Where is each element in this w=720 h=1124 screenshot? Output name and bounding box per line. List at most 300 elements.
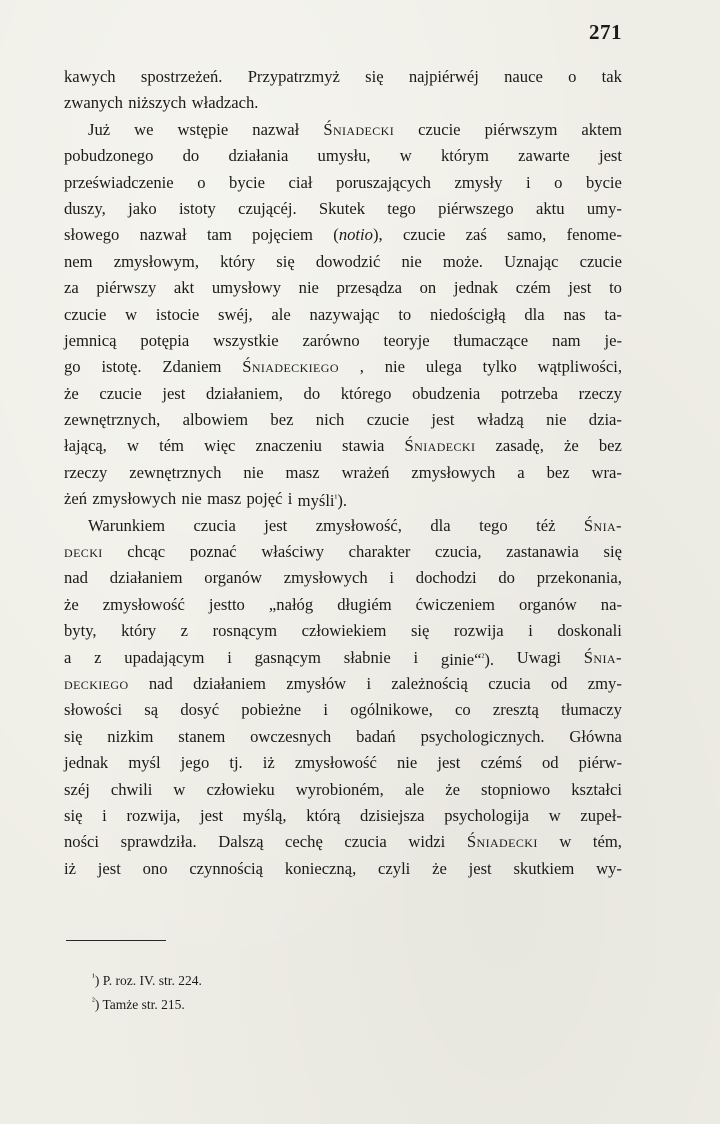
word xyxy=(140,328,189,354)
word xyxy=(127,433,139,459)
word xyxy=(284,565,368,591)
word xyxy=(498,565,515,591)
word xyxy=(206,381,283,407)
word-text: w xyxy=(173,779,186,799)
text-line xyxy=(64,328,622,354)
word-text: jest xyxy=(568,278,592,298)
word-text: ale xyxy=(271,304,291,324)
word-text: rozwija xyxy=(453,621,504,641)
word-text: zmysłowych xyxy=(411,462,496,482)
word xyxy=(519,592,577,618)
word xyxy=(599,143,622,169)
word xyxy=(398,302,411,328)
word xyxy=(316,513,402,539)
word xyxy=(411,618,429,644)
footnotes xyxy=(92,968,492,1015)
word-text: piérwszym xyxy=(484,119,558,139)
word xyxy=(366,671,371,697)
word-text: ). xyxy=(484,649,494,669)
word xyxy=(64,539,103,565)
word-text: ono xyxy=(142,858,168,878)
text-line xyxy=(64,222,622,248)
word-text: człowieku xyxy=(206,779,275,799)
word xyxy=(227,645,232,671)
word-text: a xyxy=(64,647,72,667)
word-text: czucia xyxy=(344,832,387,852)
word-text: zaś xyxy=(465,225,487,245)
word xyxy=(144,697,158,723)
word xyxy=(189,856,263,882)
word-text: czucie xyxy=(99,383,142,403)
text-line xyxy=(64,143,622,169)
word-text: byty, xyxy=(64,621,97,641)
word-text: sprawdziła. xyxy=(120,832,197,852)
word-text: kawych xyxy=(64,67,116,86)
word xyxy=(261,539,324,565)
word xyxy=(316,407,345,433)
word xyxy=(507,222,546,248)
word xyxy=(567,222,622,248)
word xyxy=(64,302,106,328)
footnote-reference: ¹ xyxy=(334,494,338,505)
word-text: wszystkie xyxy=(213,330,279,350)
word-text: jestto xyxy=(208,594,245,614)
word-text: przeświadczenie xyxy=(64,172,174,192)
footnote-mark: ¹ xyxy=(92,973,95,983)
word-text: działaniem xyxy=(193,673,266,693)
word-text: jest xyxy=(200,805,224,825)
word-text: łającą, xyxy=(64,436,107,456)
text-line xyxy=(64,592,622,618)
word xyxy=(181,750,210,776)
word xyxy=(276,249,294,275)
word xyxy=(269,592,313,618)
word-text: to xyxy=(609,278,622,298)
word xyxy=(430,513,450,539)
word xyxy=(350,697,433,723)
word xyxy=(248,64,340,90)
word-text: o xyxy=(197,172,206,192)
word xyxy=(601,592,622,618)
text-line xyxy=(64,856,622,882)
word xyxy=(64,222,119,248)
word-text: zależnością xyxy=(391,673,468,693)
word xyxy=(193,671,266,697)
word xyxy=(102,803,107,829)
word xyxy=(526,170,531,196)
word xyxy=(513,856,574,882)
word xyxy=(64,460,107,486)
word-text: się xyxy=(276,251,295,271)
word-text: czémś xyxy=(480,753,522,773)
word xyxy=(64,592,79,618)
word-text: z xyxy=(94,647,102,667)
word-text: obudzenia xyxy=(412,383,481,403)
word-text: do xyxy=(498,568,515,588)
word xyxy=(411,460,495,486)
word xyxy=(483,354,517,380)
word-text: nad xyxy=(148,673,173,693)
word-text: że xyxy=(563,436,579,456)
word xyxy=(128,750,160,776)
word xyxy=(64,486,87,512)
word-text: z xyxy=(180,621,189,641)
word-text: jednak xyxy=(453,278,499,298)
word-text: działaniem, xyxy=(205,383,283,403)
word-text: się xyxy=(64,726,83,746)
word xyxy=(426,354,462,380)
word xyxy=(64,328,117,354)
word-text: czucia xyxy=(193,515,236,535)
word-text: nie xyxy=(243,462,264,482)
word xyxy=(579,750,622,776)
word xyxy=(302,618,387,644)
word xyxy=(96,275,156,301)
word-text: który xyxy=(121,621,157,641)
word xyxy=(584,513,622,539)
text-line xyxy=(64,249,622,275)
word-text: dosyć xyxy=(180,700,220,720)
word-text: wrażeń xyxy=(341,462,390,482)
word xyxy=(64,724,82,750)
word-text: jemnicą xyxy=(64,330,117,350)
word-text: człowiekiem xyxy=(301,621,387,641)
text-line xyxy=(64,671,622,697)
word-text: co xyxy=(454,700,471,720)
word-text: téż xyxy=(536,515,556,535)
word-text: słowego xyxy=(64,225,120,245)
word-text: zmysłowość, xyxy=(315,515,402,535)
word xyxy=(385,354,405,380)
word xyxy=(537,565,622,591)
word-text: owczesnych xyxy=(250,726,332,746)
word xyxy=(64,249,93,275)
word xyxy=(454,328,529,354)
word-text: Główna xyxy=(569,726,622,746)
word xyxy=(518,143,570,169)
text-line xyxy=(64,697,622,723)
word-text: rosnącym xyxy=(212,621,278,641)
word-text: i xyxy=(389,568,395,588)
word-text: cechę xyxy=(285,832,323,852)
word-text: Przypatrzmyż xyxy=(247,67,340,86)
word-text: ności xyxy=(64,832,100,852)
text-line xyxy=(64,302,622,328)
word-text: znaczeniu xyxy=(255,436,322,456)
word xyxy=(344,645,391,671)
word xyxy=(318,143,371,169)
word-text: o xyxy=(554,172,563,192)
word-text: zmysłowych xyxy=(283,568,368,588)
word xyxy=(384,328,430,354)
word-text: bez xyxy=(598,436,622,456)
word-text: upadającym xyxy=(124,647,205,667)
word xyxy=(538,354,622,380)
word xyxy=(604,302,622,328)
word xyxy=(124,645,204,671)
word xyxy=(341,381,392,407)
word xyxy=(416,565,477,591)
word-text: dzisiejsza xyxy=(360,805,425,825)
text-line xyxy=(64,460,622,486)
word-text: którą xyxy=(306,805,341,825)
word xyxy=(256,433,322,459)
word xyxy=(602,64,622,90)
word xyxy=(247,486,283,512)
word xyxy=(586,170,622,196)
word xyxy=(286,460,320,486)
word-text: dla xyxy=(430,515,451,535)
word xyxy=(365,64,383,90)
word xyxy=(517,460,524,486)
word-text: to xyxy=(398,304,412,324)
word xyxy=(149,671,173,697)
text-line xyxy=(64,170,622,196)
word-text: ogólnikowe, xyxy=(350,700,433,720)
word xyxy=(252,117,299,143)
word-text: w xyxy=(548,805,561,825)
word xyxy=(207,486,241,512)
word-text: dochodzi xyxy=(415,568,477,588)
word-text: istoty xyxy=(178,198,216,218)
word xyxy=(581,117,622,143)
word xyxy=(571,777,622,803)
text-line xyxy=(64,618,622,644)
word-text: od xyxy=(542,753,559,773)
word xyxy=(286,671,346,697)
word-text: władzach. xyxy=(191,93,259,113)
word-text: w xyxy=(126,436,139,456)
word-text: do xyxy=(303,383,321,403)
word-text: którego xyxy=(340,383,392,403)
word-text: umy- xyxy=(586,198,622,218)
word-text: tłumaczące xyxy=(453,330,529,350)
word xyxy=(229,170,265,196)
word xyxy=(183,143,200,169)
word xyxy=(207,222,232,248)
word-text: zwanych xyxy=(64,93,123,113)
word xyxy=(206,777,274,803)
word xyxy=(412,381,480,407)
text-line xyxy=(64,407,622,433)
word-text: przesądza xyxy=(336,278,402,298)
word-text: „nałóg xyxy=(268,594,314,614)
word xyxy=(524,302,544,328)
word xyxy=(243,803,287,829)
word xyxy=(94,645,101,671)
word-text: tego xyxy=(387,198,416,218)
word xyxy=(204,565,262,591)
word-text: czucie xyxy=(64,304,107,324)
word-text: tylko xyxy=(482,357,517,377)
word-text: myśl xyxy=(128,753,161,773)
word-text: ciał xyxy=(288,172,313,192)
author-name: Śnia- xyxy=(583,515,622,535)
word xyxy=(271,302,290,328)
text-line xyxy=(64,513,622,539)
word xyxy=(101,354,141,380)
word xyxy=(306,803,340,829)
word-text: rzeczy xyxy=(64,462,108,482)
word-text: że xyxy=(432,858,447,878)
word-text: akt xyxy=(173,278,195,298)
word-text: swéj, xyxy=(218,304,253,324)
word-text: umysłu, xyxy=(317,146,371,166)
word xyxy=(197,170,205,196)
body-text xyxy=(64,64,622,882)
word-text: duszy, xyxy=(64,198,106,218)
word xyxy=(64,856,76,882)
word xyxy=(64,671,129,697)
word-text: doskonali xyxy=(557,621,622,641)
word xyxy=(204,433,235,459)
word xyxy=(238,196,297,222)
word xyxy=(517,645,561,671)
word-text: zmysłowość xyxy=(294,753,377,773)
word xyxy=(303,328,360,354)
word xyxy=(250,724,331,750)
word xyxy=(64,354,81,380)
word xyxy=(589,407,622,433)
word-text: w xyxy=(559,832,572,852)
word xyxy=(64,143,153,169)
word xyxy=(182,486,202,512)
word-text: bycie xyxy=(229,172,265,192)
word xyxy=(128,196,157,222)
word-text: ginie“ xyxy=(440,649,482,669)
word xyxy=(64,618,97,644)
word-text: poznać xyxy=(189,542,237,562)
word xyxy=(405,433,476,459)
word xyxy=(564,433,579,459)
word-text: istotę. xyxy=(101,357,142,377)
word-text: jest xyxy=(431,410,455,430)
word xyxy=(506,539,579,565)
word-text: się xyxy=(603,542,622,562)
word xyxy=(285,856,356,882)
footnote-separator xyxy=(66,940,166,941)
footnote xyxy=(92,992,492,1016)
word-text: tak xyxy=(601,67,622,86)
word-text: jego xyxy=(180,753,210,773)
word-text: stopniowo xyxy=(481,779,551,799)
word xyxy=(418,117,460,143)
word xyxy=(295,750,377,776)
word-text: wyrobioném, xyxy=(295,779,384,799)
text-line xyxy=(64,777,622,803)
word-text: tj. xyxy=(229,753,243,773)
word xyxy=(98,856,121,882)
word xyxy=(255,645,321,671)
word-text: on xyxy=(419,278,437,298)
word-text: istocie xyxy=(155,304,200,324)
word xyxy=(129,460,221,486)
word xyxy=(389,565,394,591)
text-line xyxy=(64,64,622,90)
word-text: piérwszego xyxy=(438,198,514,218)
word-text: czucia, xyxy=(434,542,482,562)
word xyxy=(121,829,197,855)
word xyxy=(588,671,622,697)
word-text: organów xyxy=(518,594,577,614)
word-text: badań xyxy=(356,726,396,746)
word xyxy=(64,645,71,671)
word-text: czyli xyxy=(378,858,411,878)
word xyxy=(403,222,445,248)
word xyxy=(360,354,364,380)
word xyxy=(445,777,460,803)
word xyxy=(444,803,529,829)
word xyxy=(549,803,561,829)
word xyxy=(296,777,384,803)
word-text: wra- xyxy=(591,462,622,482)
word-text: Uwagi xyxy=(516,647,562,667)
author-name: Śniadeckiego xyxy=(242,357,339,377)
word-text: żeń xyxy=(64,489,88,509)
text-line xyxy=(64,645,622,671)
word-text: organów xyxy=(204,568,263,588)
word xyxy=(229,750,242,776)
word-text: Już xyxy=(88,119,111,139)
word-text: zewnętrznych, xyxy=(64,410,161,430)
word-text: nazwał xyxy=(252,119,300,139)
word xyxy=(580,803,621,829)
word-text: nie xyxy=(401,251,422,271)
word-text: widzi xyxy=(408,832,446,852)
word-text: je- xyxy=(604,330,622,350)
word-text: długiém xyxy=(337,594,392,614)
word-text: samo, xyxy=(507,225,547,245)
word-text: piérwszy xyxy=(96,278,157,298)
word xyxy=(551,671,568,697)
word-text: masz xyxy=(285,462,320,482)
word-text: Dalszą xyxy=(218,832,264,852)
word xyxy=(64,433,107,459)
word-text: myśli xyxy=(297,491,335,511)
word xyxy=(140,222,187,248)
word-text: charakter xyxy=(348,542,411,562)
word-text: stanem xyxy=(178,726,226,746)
word-text: się xyxy=(410,621,430,641)
word xyxy=(349,539,411,565)
word xyxy=(192,90,259,116)
word xyxy=(179,196,216,222)
word xyxy=(554,170,562,196)
word-text: zasadę, xyxy=(495,436,544,456)
word-text: tém, xyxy=(592,832,622,852)
word xyxy=(64,829,99,855)
word-text: Zdaniem xyxy=(162,357,222,377)
word xyxy=(552,328,581,354)
word-text: go xyxy=(64,357,81,377)
word-text: jest xyxy=(97,858,121,878)
word-text: słabnie xyxy=(343,647,391,667)
word xyxy=(288,486,293,512)
word-text: iż xyxy=(262,753,275,773)
word xyxy=(114,249,199,275)
word-text: w xyxy=(125,304,138,324)
word-text: czém xyxy=(515,278,551,298)
word xyxy=(193,513,235,539)
word-text: nie xyxy=(396,753,418,773)
word xyxy=(285,829,323,855)
word xyxy=(438,196,514,222)
word xyxy=(298,486,347,512)
word-text: czucie xyxy=(402,225,446,245)
text-line xyxy=(64,117,622,143)
text-line xyxy=(64,539,622,565)
word xyxy=(400,143,412,169)
